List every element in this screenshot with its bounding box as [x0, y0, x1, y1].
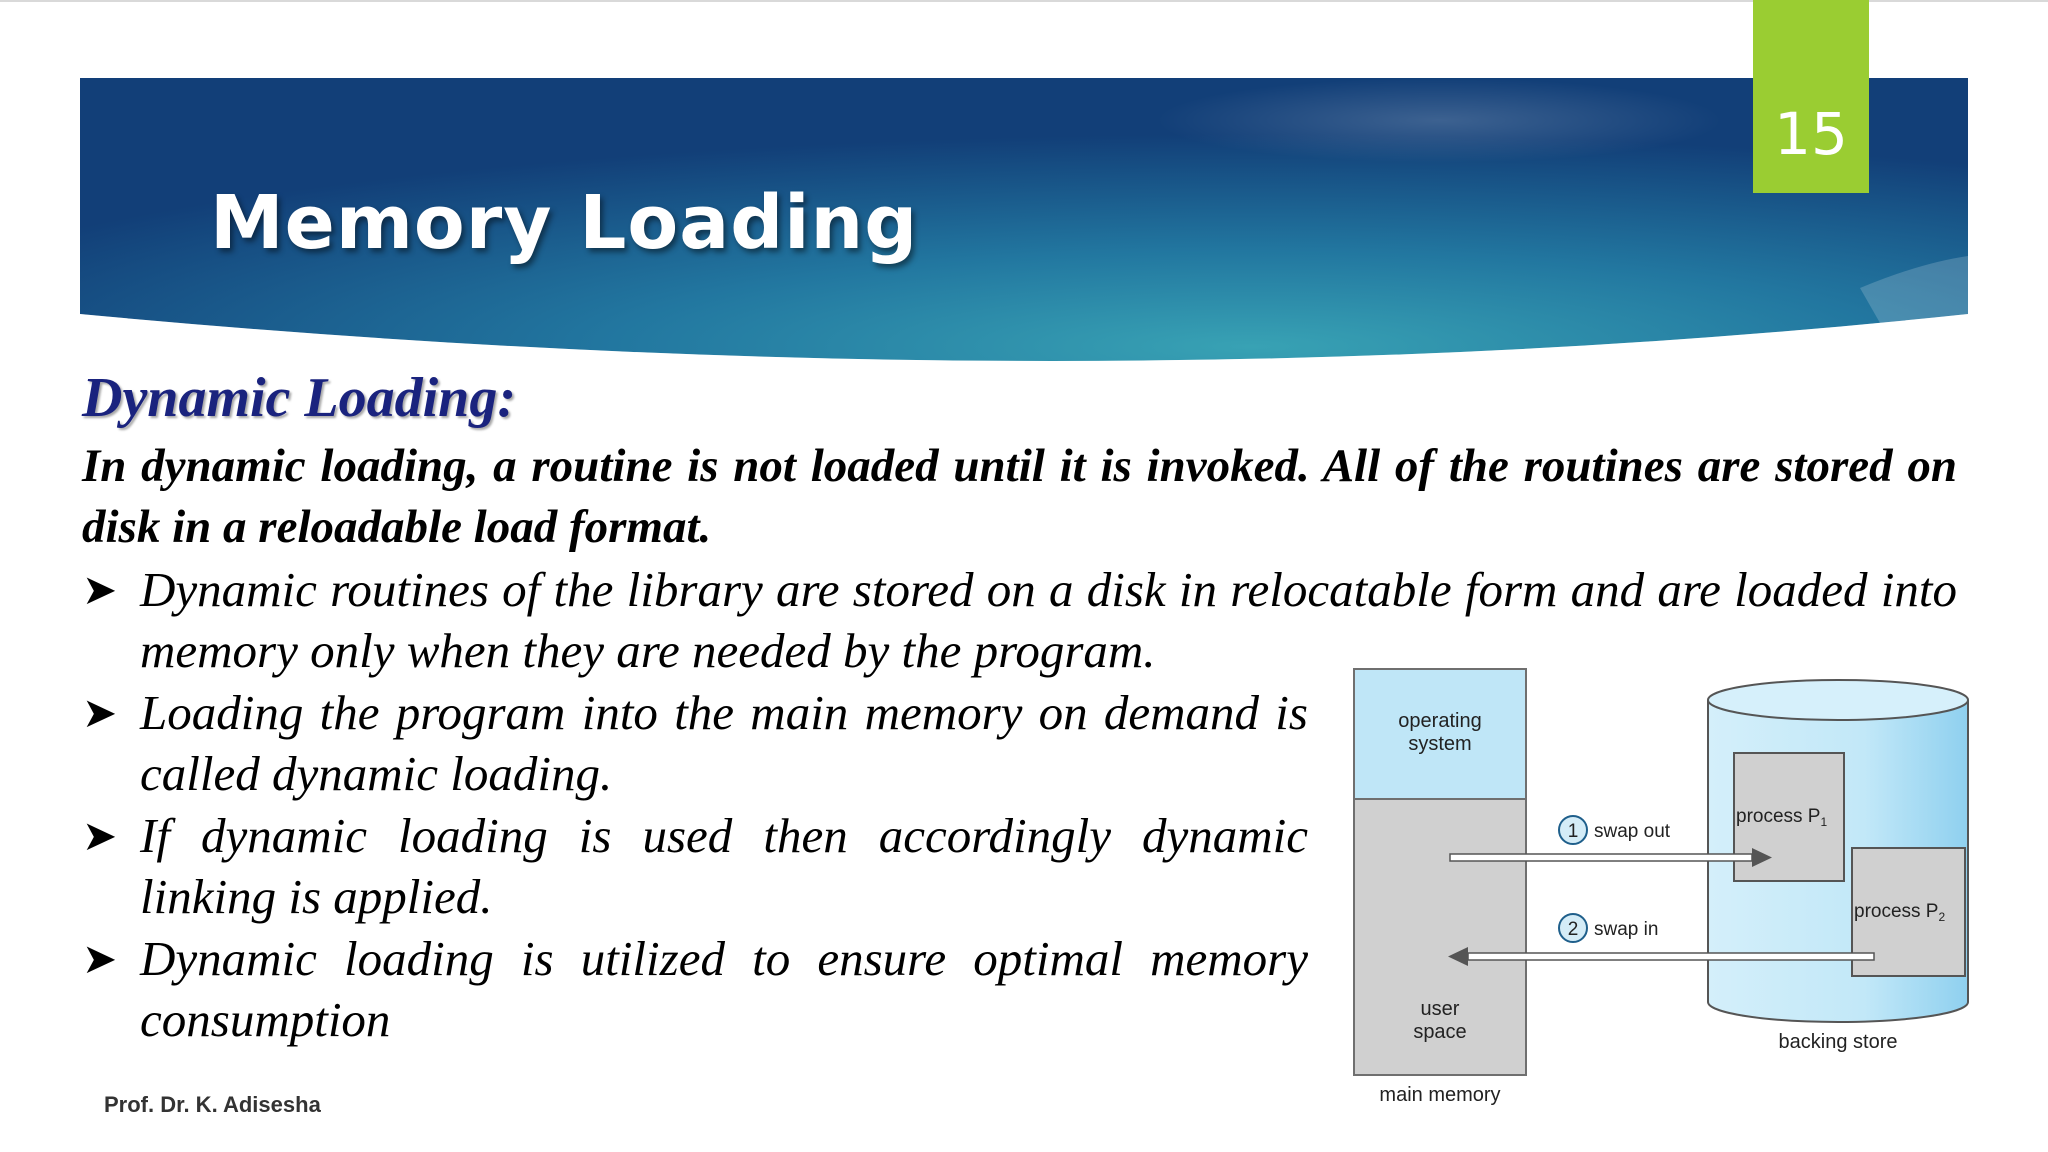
swap-out-number: 1	[1567, 821, 1579, 842]
backing-store-label: backing store	[1778, 1031, 1898, 1053]
bullet-item	[82, 805, 1308, 927]
bullet-text: Loading the program into the main memory on demand is called dynamic loading.	[140, 685, 1308, 801]
intro-paragraph: In dynamic loading, a routine is not loaded until it is invoked. All of the routines are stored on disk in a reloadable load format.	[82, 440, 1957, 553]
swapping-diagram	[1340, 660, 1980, 1120]
slide-title: Memory Loading	[210, 180, 919, 266]
process-p1-label: process $P_1$	[1736, 806, 1828, 829]
bullet-item	[82, 682, 1308, 804]
user-space-label-1: user	[1420, 998, 1460, 1020]
arrow-bullet-icon: ➤	[82, 934, 118, 983]
swap-in-number: 2	[1567, 919, 1579, 940]
process-p1	[1734, 753, 1844, 881]
main-memory-label: main memory	[1379, 1084, 1501, 1106]
os-label-2: system	[1408, 733, 1472, 755]
arrow-bullet-icon: ➤	[82, 811, 118, 860]
swap-in-label: swap in	[1594, 919, 1659, 940]
os-label-1: operating	[1398, 710, 1482, 732]
user-space-label-2: space	[1413, 1021, 1467, 1043]
bullet-item	[82, 928, 1308, 1050]
author-footer: Prof. Dr. K. Adisesha	[104, 1092, 321, 1117]
section-heading: Dynamic Loading:	[82, 367, 516, 429]
arrow-bullet-icon: ➤	[82, 688, 118, 737]
bullet-text: Dynamic loading is utilized to ensure optimal memory consumption	[140, 931, 1308, 1047]
swap-out-label: swap out	[1594, 821, 1671, 842]
arrow-bullet-icon: ➤	[82, 565, 118, 614]
top-border	[0, 0, 2048, 2]
bullet-text: Dynamic routines of the library are stored on a disk in relocatable form and are loaded into memory only when they are needed by the program.	[140, 562, 1957, 678]
slide-number: 15	[1774, 100, 1848, 168]
bullet-text: If dynamic loading is used then accordingly dynamic linking is applied.	[140, 808, 1308, 924]
main-memory-block	[1354, 669, 1526, 1106]
slide-number-badge	[1753, 0, 1869, 193]
process-p2-label: process $P_2$	[1854, 901, 1946, 924]
